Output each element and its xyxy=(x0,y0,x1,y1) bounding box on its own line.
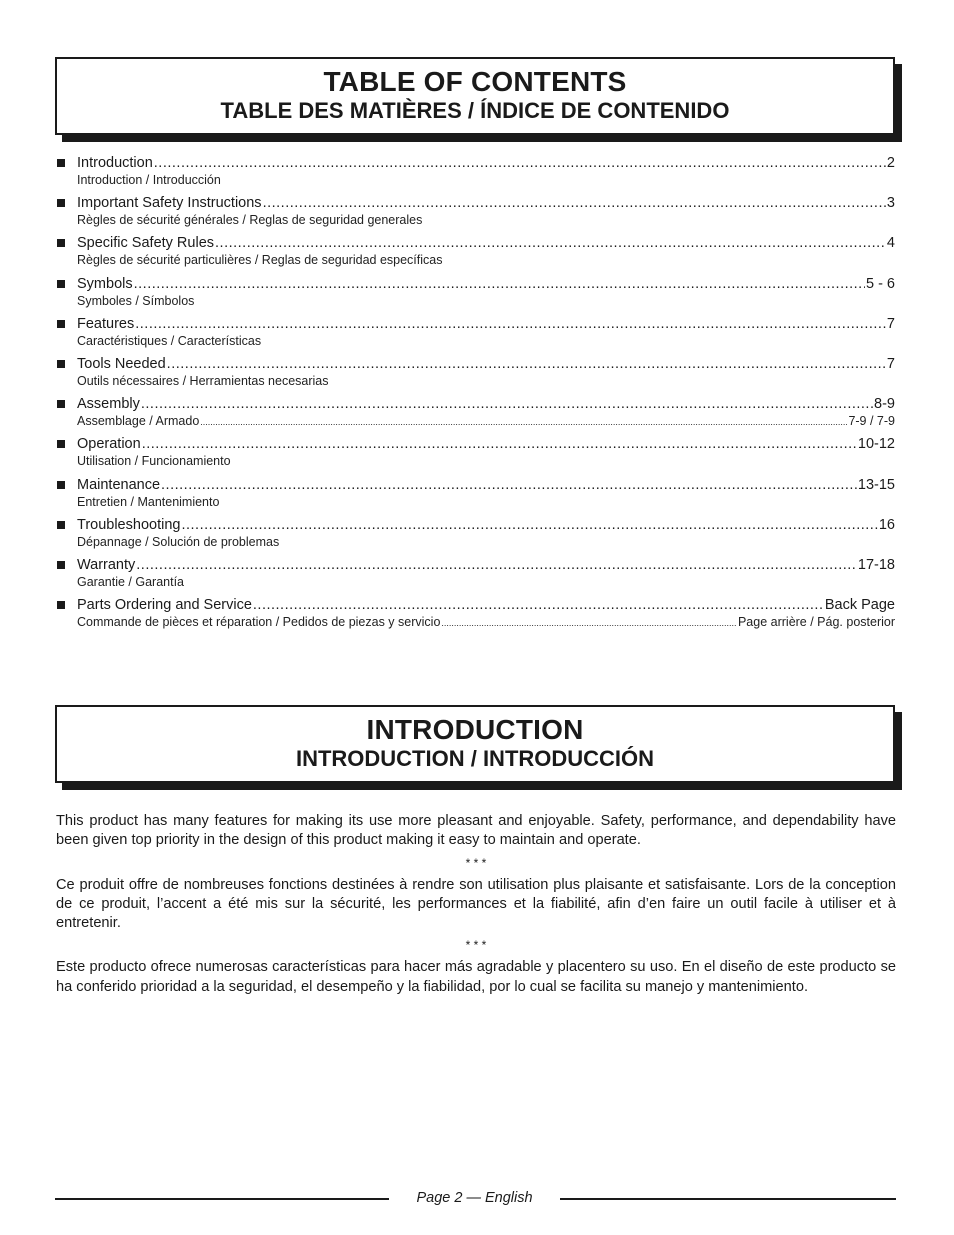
toc-title: TABLE OF CONTENTS xyxy=(323,66,627,97)
toc-sublabel: Règles de sécurité générales / Reglas de seguridad generales xyxy=(77,213,423,228)
toc-sublabel: Dépannage / Solución de problemas xyxy=(77,534,280,549)
toc-entry-important-safety[interactable] xyxy=(55,194,895,234)
toc-entry-specific-safety[interactable] xyxy=(55,234,895,274)
toc-page: 13-15 xyxy=(857,476,895,493)
toc-entry-maintenance[interactable] xyxy=(55,476,895,516)
toc-page: 5 - 6 xyxy=(865,275,895,292)
toc-label: Troubleshooting xyxy=(77,516,181,533)
square-bullet-icon xyxy=(57,521,65,529)
toc-sublabel: Utilisation / Funcionamiento xyxy=(77,454,231,469)
square-bullet-icon xyxy=(57,320,65,328)
square-bullet-icon xyxy=(57,481,65,489)
separator-stars: * * * xyxy=(465,938,487,953)
toc-sublabel: Commande de pièces et réparation / Pedidos de piezas y servicio xyxy=(77,615,441,630)
toc-label: Operation xyxy=(77,436,141,453)
toc-label: Features xyxy=(77,315,135,332)
square-bullet-icon xyxy=(57,360,65,368)
toc-page: 3 xyxy=(886,195,895,212)
toc-entry-tools-needed[interactable] xyxy=(55,355,895,395)
intro-body xyxy=(56,812,896,997)
intro-header-box xyxy=(55,705,895,783)
square-bullet-icon xyxy=(57,199,65,207)
toc-sublabel: Caractéristiques / Características xyxy=(77,333,262,348)
toc-subpage: 7-9 / 7-9 xyxy=(848,414,895,429)
toc-entry-introduction[interactable] xyxy=(55,154,895,194)
toc-label: Warranty xyxy=(77,556,136,573)
footer-page-label: Page 2 — English xyxy=(416,1190,533,1206)
toc-label: Introduction xyxy=(77,155,153,171)
square-bullet-icon xyxy=(57,561,65,569)
toc-sublabel: Symboles / Símbolos xyxy=(77,293,195,308)
toc-label: Assembly xyxy=(77,396,140,413)
separator-stars: * * * xyxy=(465,855,487,870)
toc-page: 16 xyxy=(878,516,895,533)
toc-entry-parts-ordering[interactable] xyxy=(55,596,895,636)
toc-sublabel: Garantie / Garantía xyxy=(77,574,185,589)
square-bullet-icon xyxy=(57,601,65,609)
toc-subtitle: TABLE DES MATIÈRES / ÍNDICE DE CONTENIDO xyxy=(220,98,730,123)
intro-subtitle: INTRODUCTION / INTRODUCCIÓN xyxy=(295,746,655,771)
intro-paragraph-spanish: Este producto ofrece numerosas características para hacer más agradable y placentero su uso. En el diseño de este producto se ha conferido prioridad a la seguridad, el desempeño y la fiabilidad, por lo cual se facilita su manejo y mantenimiento. xyxy=(56,959,896,995)
toc-entry-warranty[interactable] xyxy=(55,556,895,596)
toc-label: Parts Ordering and Service xyxy=(77,597,252,614)
toc-label: Symbols xyxy=(77,275,133,292)
toc-page: 7 xyxy=(886,315,895,332)
intro-title: INTRODUCTION xyxy=(366,714,584,745)
table-of-contents-list xyxy=(55,154,895,636)
toc-sublabel: Assemblage / Armado xyxy=(77,414,200,429)
footer-rule-left xyxy=(55,1198,389,1200)
square-bullet-icon xyxy=(57,239,65,247)
toc-label: Specific Safety Rules xyxy=(77,235,215,252)
toc-page: 2 xyxy=(886,155,895,171)
toc-sublabel: Outils nécessaires / Herramientas necesarias xyxy=(77,373,329,388)
square-bullet-icon xyxy=(57,440,65,448)
toc-sublabel: Entretien / Mantenimiento xyxy=(77,494,220,509)
toc-label: Important Safety Instructions xyxy=(77,195,262,212)
page-footer xyxy=(55,1186,896,1210)
square-bullet-icon xyxy=(57,159,65,167)
toc-entry-symbols[interactable] xyxy=(55,275,895,315)
toc-page: 4 xyxy=(886,235,895,252)
toc-entry-operation[interactable] xyxy=(55,435,895,475)
toc-sublabel: Règles de sécurité particulières / Reglas de seguridad específicas xyxy=(77,253,443,268)
intro-paragraph-french: Ce produit offre de nombreuses fonctions destinées à rendre son utilisation plus plaisante et satisfaisante. Lors de la conception de ce produit, l’accent a été mis sur la sécurité, les performances et la fiabilité, afin d’en faire un outil facile à utiliser et à entretenir. xyxy=(56,876,896,932)
toc-subpage: Page arrière / Pág. posterior xyxy=(737,615,895,630)
toc-label: Maintenance xyxy=(77,476,161,493)
toc-header-box xyxy=(55,57,895,135)
toc-sublabel: Introduction / Introducción xyxy=(77,173,221,187)
square-bullet-icon xyxy=(57,280,65,288)
toc-page: 8-9 xyxy=(874,396,895,413)
toc-page: 17-18 xyxy=(857,556,895,573)
toc-entry-troubleshooting[interactable] xyxy=(55,516,895,556)
toc-page: 10-12 xyxy=(857,436,895,453)
square-bullet-icon xyxy=(57,400,65,408)
toc-page: Back Page xyxy=(824,597,895,614)
intro-paragraph-english: This product has many features for making its use more pleasant and enjoyable. Safety, performance, and dependability have been given top priority in the design of this product making it easy to maintain and operate. xyxy=(56,813,896,849)
toc-page: 7 xyxy=(886,355,895,372)
toc-entry-assembly[interactable] xyxy=(55,395,895,435)
footer-rule-right xyxy=(560,1198,896,1200)
toc-label: Tools Needed xyxy=(77,355,166,372)
toc-entry-features[interactable] xyxy=(55,315,895,355)
